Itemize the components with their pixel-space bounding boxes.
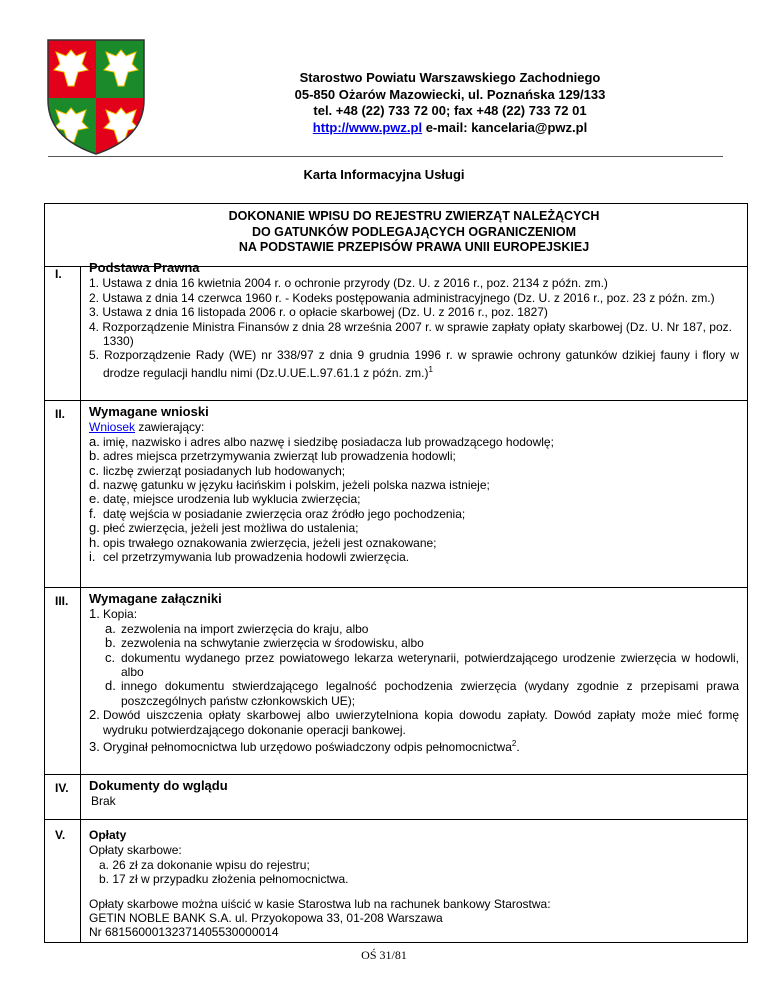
- card-title: Karta Informacyjna Usługi: [303, 167, 465, 182]
- item-text: Kopia:: [103, 607, 138, 622]
- bank-name: GETIN NOBLE BANK S.A. ul. Przyokopowa 33, 01-208 Warszawa: [89, 911, 443, 926]
- item-text: opis trwałego oznakowania zwierzęcia, jeżeli jest oznakowane;: [103, 535, 437, 550]
- item-text: zezwolenia na import zwierzęcia do kraju, albo: [121, 621, 369, 636]
- section-title: Wymagane załączniki: [89, 591, 222, 606]
- section-number: IV.: [55, 781, 69, 795]
- item-letter: i.: [89, 549, 96, 565]
- list-item: [89, 607, 739, 621]
- list-item: [105, 622, 739, 636]
- list-item: 1. Ustawa z dnia 16 kwietnia 2004 r. o ochronie przyrody (Dz. U. z 2016 r., poz. 2134 z późn. zm.): [89, 276, 608, 291]
- section-fees: [45, 819, 747, 940]
- header-divider: [48, 156, 723, 157]
- section-number: I.: [55, 267, 62, 281]
- website-link[interactable]: http://www.pwz.pl: [312, 119, 423, 135]
- payment-info: Opłaty skarbowe można uiścić w kasie Starostwa lub na rachunek bankowy Starostwa:: [89, 896, 551, 911]
- list-item: 3. Ustawa z dnia 16 listopada 2006 r. o opłacie skarbowej (Dz. U. z 2016 r., poz. 1827): [89, 305, 548, 320]
- form-intro: [89, 420, 739, 434]
- header-contact: [170, 120, 730, 137]
- item-letter: a.: [89, 433, 100, 449]
- list-item: [89, 708, 739, 737]
- section-number: III.: [55, 594, 69, 608]
- item-letter: d.: [89, 477, 100, 493]
- list-item: [105, 651, 739, 680]
- section-documents: [45, 774, 747, 809]
- header-email: e-mail: kancelaria@pwz.pl: [422, 119, 588, 135]
- item-number: 2.: [89, 707, 100, 723]
- item-text: datę, miejsce urodzenia lub wyklucia zwierzęcia;: [103, 492, 361, 507]
- account-number: Nr 68156000132371405530000014: [89, 925, 279, 940]
- sublist: [89, 622, 739, 708]
- service-title-line3: NA PODSTAWIE PRZEPISÓW PRAWA UNII EUROPEJSKIEJ: [238, 240, 590, 254]
- section-required-forms: [45, 400, 747, 565]
- section-legal-basis: [45, 260, 747, 380]
- header-name: Starostwo Powiatu Warszawskiego Zachodniego: [299, 70, 601, 85]
- item-text: adres miejsca przetrzymywania zwierząt lub prowadzenia hodowli;: [103, 449, 456, 464]
- list-item: [89, 348, 739, 380]
- section-title: Wymagane wnioski: [89, 404, 209, 419]
- list-item: [89, 449, 739, 463]
- service-info-table: [44, 203, 748, 943]
- form-intro-text: zawierający:: [135, 420, 205, 435]
- list-item: [105, 679, 739, 708]
- item-text: Dowód uiszczenia opłaty skarbowej albo uwierzytelniona kopia dowodu zapłaty. Dowód zapłaty może mieć formę wydruku potwierdzającego dokonanie operacji bankowej.: [103, 708, 739, 737]
- fee-item: b. 17 zł w przypadku złożenia pełnomocnictwa.: [99, 872, 349, 887]
- list-item: [89, 435, 739, 449]
- item-letter: a.: [105, 620, 116, 636]
- footnote-ref: 1: [428, 364, 433, 374]
- institution-header: [170, 70, 730, 136]
- item-text: imię, nazwisko i adres albo nazwę i siedzibę posiadacza lub prowadzącego hodowlę;: [103, 434, 554, 449]
- item-letter: h.: [89, 534, 100, 550]
- column-divider: [80, 266, 81, 942]
- list-item: [89, 737, 739, 754]
- item-number: 3.: [89, 739, 100, 755]
- item-number: 1.: [89, 606, 100, 622]
- section-title: Podstawa Prawna: [89, 260, 200, 275]
- list-item-text: 5. Rozporządzenie Rady (WE) nr 338/97 z dnia 9 grudnia 1996 r. w sprawie ochrony gatunków dzikiej fauny i flory w drodze regulacji handlu nimi (Dz.U.UE.L.97.61.1 z późn. zm.): [89, 348, 739, 380]
- section-number: V.: [55, 828, 66, 842]
- item-text: innego dokumentu stwierdzającego legalność pochodzenia zwierzęcia (wydany zgodnie z przepisami prawa poszczególnych państw członkowskich UE);: [121, 679, 739, 708]
- list-item: [89, 507, 739, 521]
- coat-of-arms-logo: [46, 38, 146, 156]
- item-letter: b.: [105, 635, 116, 651]
- list-item: [89, 536, 739, 550]
- item-text: datę wejścia w posiadanie zwierzęcia oraz źródło jego pochodzenia;: [103, 506, 466, 521]
- item-letter: c.: [105, 649, 116, 665]
- item-letter: g.: [89, 520, 100, 536]
- item-text: płeć zwierzęcia, jeżeli jest możliwa do ustalenia;: [103, 521, 359, 536]
- service-title-line1: DOKONANIE WPISU DO REJESTRU ZWIERZĄT NALEŻĄCYCH: [228, 209, 600, 223]
- list-item: [89, 478, 739, 492]
- fee-item: a. 26 zł za dokonanie wpisu do rejestru;: [99, 857, 310, 872]
- item-letter: d.: [105, 678, 116, 694]
- section-text: Brak: [91, 794, 116, 809]
- service-title-line2: DO GATUNKÓW PODLEGAJĄCYCH OGRANICZENIOM: [251, 224, 577, 239]
- section-attachments: [45, 587, 747, 755]
- item-letter: e.: [89, 491, 100, 507]
- list-item: 4. Rozporządzenie Ministra Finansów z dnia 28 września 2007 r. w sprawie zapłaty opłaty skarbowej (Dz. U. Nr 187, poz. 1330): [89, 319, 732, 349]
- section-number: II.: [55, 407, 66, 421]
- list-item: [105, 636, 739, 650]
- section-title: Dokumenty do wglądu: [89, 778, 228, 793]
- item-text: liczbę zwierząt posiadanych lub hodowanych;: [103, 463, 346, 478]
- list-item: [89, 464, 739, 478]
- section-title: Opłaty: [89, 828, 127, 842]
- item-letter: f.: [89, 505, 97, 521]
- list-item: [89, 550, 739, 564]
- list-item: [89, 492, 739, 506]
- item-letter: b.: [89, 448, 100, 464]
- page-footer: OŚ 31/81: [361, 948, 407, 962]
- item-letter: c.: [89, 462, 100, 478]
- footnote-ref: 2: [511, 739, 517, 749]
- list-item: 2. Ustawa z dnia 14 czerwca 1960 r. - Kodeks postępowania administracyjnego (Dz. U. z 2016 r., poz. 23 z późn. zm.): [89, 290, 715, 305]
- header-phone: tel. +48 (22) 733 72 00; fax +48 (22) 733 72 01: [313, 103, 587, 118]
- list-item: [89, 521, 739, 535]
- application-form-link[interactable]: Wniosek: [89, 420, 136, 435]
- item-text: Oryginał pełnomocnictwa lub urzędowo poświadczony odpis pełnomocnictwa: [103, 740, 512, 755]
- header-address: 05-850 Ożarów Mazowiecki, ul. Poznańska 129/133: [294, 86, 606, 102]
- item-text-end: .: [516, 740, 520, 755]
- service-title: [89, 209, 739, 256]
- item-text: dokumentu wydanego przez powiatowego lekarza weterynarii, potwierdzającego urodzenie zwierzęcia w hodowli, albo: [121, 650, 739, 680]
- item-text: zezwolenia na schwytanie zwierzęcia w środowisku, albo: [121, 636, 424, 651]
- item-text: cel przetrzymywania lub prowadzenia hodowli zwierzęcia.: [103, 550, 410, 565]
- fees-subtitle: Opłaty skarbowe:: [89, 843, 182, 858]
- item-text: nazwę gatunku w języku łacińskim i polskim, jeżeli polska nazwa istnieje;: [103, 478, 490, 493]
